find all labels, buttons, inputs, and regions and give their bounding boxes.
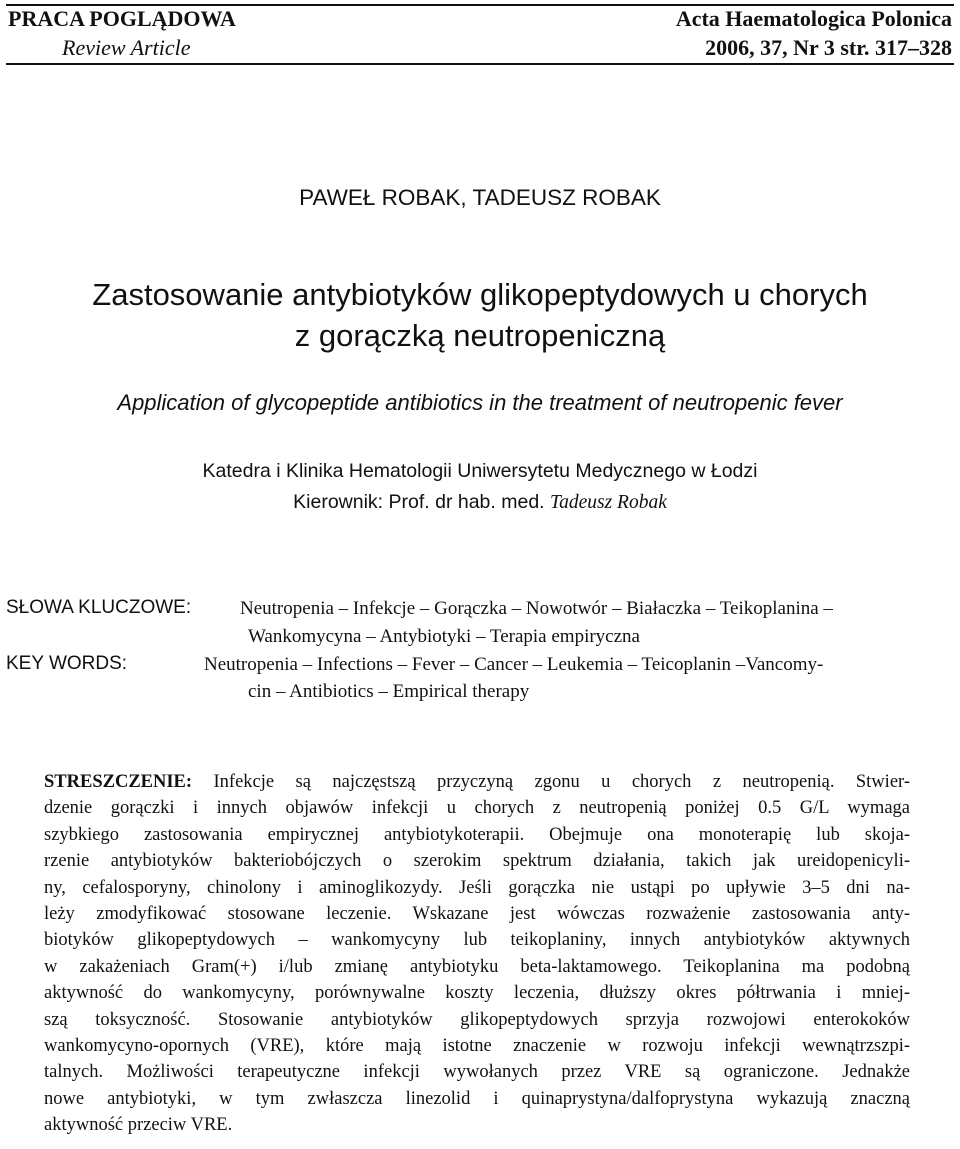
abstract-line: leży zmodyfikować stosowane leczenie. Wskazane jest wówczas rozważenie zastosowania anty-: [44, 903, 910, 924]
affiliation-line: Katedra i Klinika Hematologii Uniwersytetu Medycznego w Łodzi: [202, 460, 758, 482]
article-type-en: Review Article: [62, 35, 191, 60]
abstract-line: talnych. Możliwości terapeutyczne infekcji wywołanych przez VRE są ograniczone. Jednakże: [44, 1062, 910, 1083]
abstract-line: szybkiego zastosowania empirycznej antybiotykoterapii. Obejmuje ona monoterapię lub skoja-: [44, 824, 910, 845]
abstract-line: w zakażeniach Gram(+) i/lub zmianę antybiotyku beta-laktamowego. Teikoplanina ma podobną: [44, 956, 910, 977]
title-pl-line2: z gorączką neutropeniczną: [294, 318, 666, 353]
affiliation-head-name: Tadeusz Robak: [550, 492, 667, 513]
abstract-line: wankomycyno-opornych (VRE), które mają istotne znaczenie w rozwoju infekcji wewnątrzszpi-: [44, 1035, 910, 1056]
abstract-line: dzenie gorączki i innych objawów infekcji u chorych z neutropenią poniżej 0.5 G/L wymaga: [44, 798, 910, 819]
keywords-en-label: KEY WORDS:: [6, 653, 128, 674]
header-bottom-rule: [6, 63, 954, 65]
abstract-line: nowe antybiotyki, w tym zwłaszcza linezolid i quinaprystyna/dalfoprystyna wykazują znaczną: [44, 1088, 910, 1109]
keywords-pl-line1: Neutropenia – Infekcje – Gorączka – Nowotwór – Białaczka – Teikoplanina –: [240, 598, 833, 619]
abstract-line: aktywność do wankomycyny, porównywalne koszty leczenia, dłuższy okres półtrwania i mniej-: [44, 983, 910, 1004]
article-type-pl: PRACA POGLĄDOWA: [8, 6, 236, 31]
keywords-en-line2: cin – Antibiotics – Empirical therapy: [248, 681, 530, 702]
abstract-line: STRESZCZENIE: Infekcje są najczęstszą przyczyną zgonu u chorych z neutropenią. Stwier-: [44, 772, 910, 792]
authors: PAWEŁ ROBAK, TADEUSZ ROBAK: [299, 185, 661, 210]
keywords-pl-label: SŁOWA KLUCZOWE:: [6, 597, 192, 618]
keywords-pl-line2: Wankomycyna – Antybiotyki – Terapia empiryczna: [248, 626, 640, 647]
abstract-line: ny, cefalosporyny, chinolony i aminoglikozydy. Jeśli gorączka nie ustąpi po upływie 3–5 dni na-: [44, 877, 910, 898]
abstract-line: rzenie antybiotyków bakteriobójczych o szerokim spektrum działania, takich jak ureidopenicyli-: [44, 851, 910, 872]
abstract: [44, 769, 910, 1138]
abstract-line: szą toksyczność. Stosowanie antybiotyków glikopeptydowych sprzyja rozwojowi enterokoków: [44, 1009, 910, 1030]
affiliation-head-prefix: Kierownik: Prof. dr hab. med.: [293, 491, 551, 513]
journal-citation: 2006, 37, Nr 3 str. 317–328: [705, 35, 952, 60]
abstract-label: STRESZCZENIE:: [44, 772, 193, 792]
abstract-line: biotyków glikopeptydowych – wankomycyny lub teikoplaniny, innych antybiotyków aktywnych: [44, 930, 910, 951]
keywords-en-line1: Neutropenia – Infections – Fever – Cancer – Leukemia – Teicoplanin –Vancomy-: [204, 654, 824, 675]
journal-name: Acta Haematologica Polonica: [675, 6, 952, 31]
title-pl-line1: Zastosowanie antybiotyków glikopeptydowych u chorych: [92, 277, 868, 312]
affiliation-head: [0, 491, 960, 514]
title-en: Application of glycopeptide antibiotics in the treatment of neutropenic fever: [117, 390, 843, 415]
abstract-line: aktywność przeciw VRE.: [44, 1115, 233, 1136]
